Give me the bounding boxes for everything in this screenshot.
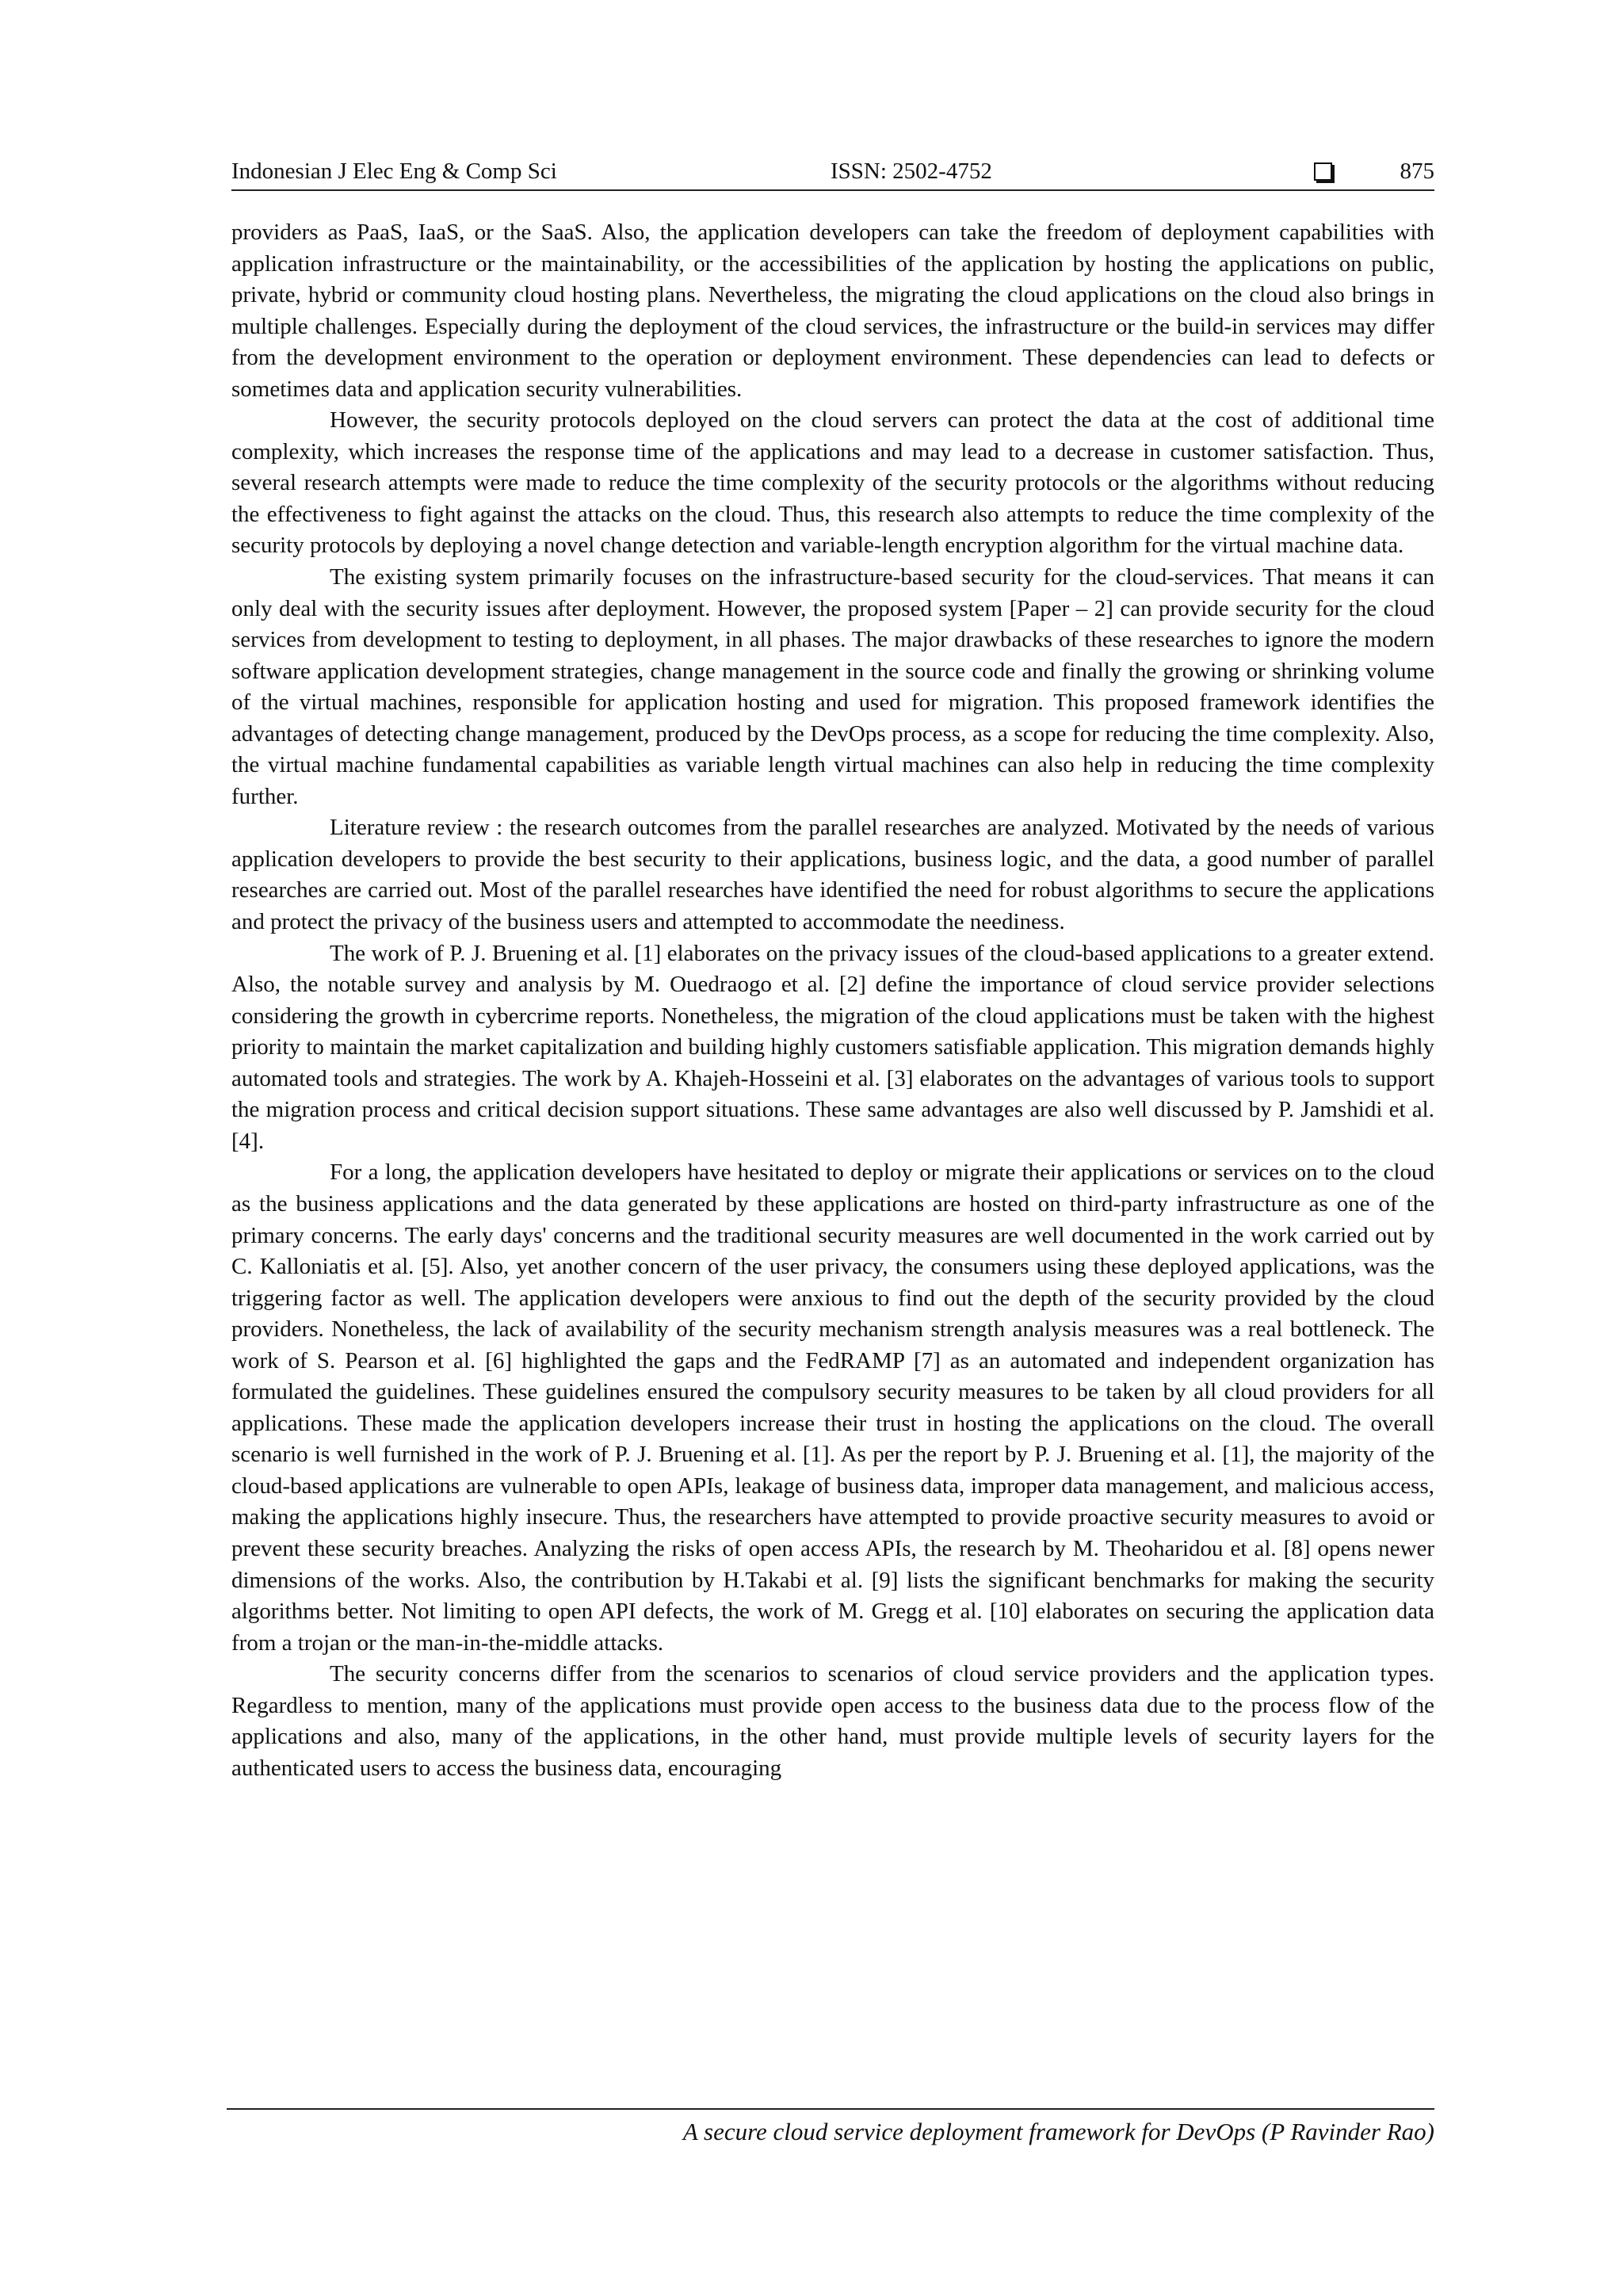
paragraph-literature-review: Literature review : the research outcomes from the parallel researches are analyzed. Motivated by the needs of various application developers to provide the best security to their applications, business logic, and the data, a good number of parallel researches are carried out. Most of the parallel researches have identified the need for robust algorithms to secure the applications and protect the privacy of the business users and attempted to accommodate the neediness.	[231, 815, 1434, 935]
page-number: 875	[1400, 159, 1434, 184]
paragraph: The work of P. J. Bruening et al. [1] elaborates on the privacy issues of the cloud-based applications to a greater extend. Also, the notable survey and analysis by M. Ouedraogo et al. [2] define the importance of cloud service provider selections considering the growth in cybercrime reports. Nonetheless, the migration of the cloud applications must be taken with the highest priority to maintain the market capitalization and building highly customers satisfiable application. This migration demands highly automated tools and strategies. The work by A. Khajeh-Hosseini et al. [3] elaborates on the advantages of various tools to support the migration process and critical decision support situations. These same advantages are also well discussed by P. Jamshidi et al. [4].	[231, 940, 1434, 1154]
paragraph: However, the security protocols deployed on the cloud servers can protect the data at the cost of additional time complexity, which increases the response time of the applications and may lead to a decrease in customer satisfaction. Thus, several research attempts were made to reduce the time complexity of the security protocols or the algorithms without reducing the effectiveness to fight against the attacks on the cloud. Thus, this research also attempts to reduce the time complexity of the security protocols by deploying a novel change detection and variable-length encryption algorithm for the virtual machine data.	[231, 407, 1434, 559]
paragraph: For a long, the application developers have hesitated to deploy or migrate their applications or services on to the cloud as the business applications and the data generated by these applications are hosted on third-party infrastructure as one of the primary concerns. The early days' concerns and the traditional security measures are well documented in the work carried out by C. Kalloniatis et al. [5]. Also, yet another concern of the user privacy, the consumers using these deployed applications, was the triggering factor as well. The application developers were anxious to find out the depth of the security provided by the cloud providers. Nonetheless, the lack of availability of the security mechanism strength analysis measures was a real bottleneck. The work of S. Pearson et al. [6] highlighted the gaps and the FedRAMP [7] as an automated and independent organization has formulated the guidelines. These guidelines ensured the compulsory security measures to be taken by all cloud providers for all applications. These made the application developers increase their trust in hosting the applications on the cloud. The overall scenario is well furnished in the work of P. J. Bruening et al. [1]. As per the report by P. J. Bruening et al. [1], the majority of the cloud-based applications are vulnerable to open APIs, leakage of business data, improper data management, and malicious access, making the applications highly insecure. Thus, the researchers have attempted to provide proactive security measures to avoid or prevent these security breaches. Analyzing the risks of open access APIs, the research by M. Theoharidou et al. [8] opens newer dimensions of the works. Also, the contribution by H.Takabi et al. [9] lists the significant benchmarks for making the security algorithms better. Not limiting to open API defects, the work of M. Gregg et al. [10] elaborates on securing the application data from a trojan or the man-in-the-middle attacks.	[231, 1159, 1434, 1656]
paragraph: The security concerns differ from the scenarios to scenarios of cloud service providers and the application types. Regardless to mention, many of the applications must provide open access to the business data due to the process flow of the applications and also, many of the applications, in the other hand, must provide multiple levels of security layers for the authenticated users to access the business data, encouraging	[231, 1661, 1434, 1781]
footer-paper-title: A secure cloud service deployment framework for DevOps (P Ravinder Rao)	[682, 2118, 1434, 2145]
footer-divider	[227, 2108, 1434, 2110]
paragraph-continued: providers as PaaS, IaaS, or the SaaS. Also, the application developers can take the freedom of deployment capabilities with application infrastructure or the maintainability, or the accessibilities of the application by hosting the applications on public, private, hybrid or community cloud hosting plans. Nevertheless, the migrating the cloud applications on the cloud also brings in multiple challenges. Especially during the deployment of the cloud services, the infrastructure or the build-in services may differ from the development environment to the operation or deployment environment. These dependencies can lead to defects or sometimes data and application security vulnerabilities.	[231, 220, 1434, 402]
body-text	[231, 217, 1434, 1784]
running-header	[231, 153, 1434, 191]
issn-label: ISSN: 2502-4752	[831, 159, 992, 184]
square-bullet-icon	[1314, 162, 1332, 181]
paragraph: The existing system primarily focuses on the infrastructure-based security for the cloud-services. That means it can only deal with the security issues after deployment. However, the proposed system [Paper – 2] can provide security for the cloud services from development to testing to deployment, in all phases. The major drawbacks of these researches to ignore the modern software application development strategies, change management in the source code and finally the growing or shrinking volume of the virtual machines, responsible for application hosting and used for migration. This proposed framework identifies the advantages of detecting change management, produced by the DevOps process, as a scope for reducing the time complexity. Also, the virtual machine fundamental capabilities as variable length virtual machines can also help in reducing the time complexity further.	[231, 564, 1434, 809]
journal-name: Indonesian J Elec Eng & Comp Sci	[231, 159, 557, 184]
